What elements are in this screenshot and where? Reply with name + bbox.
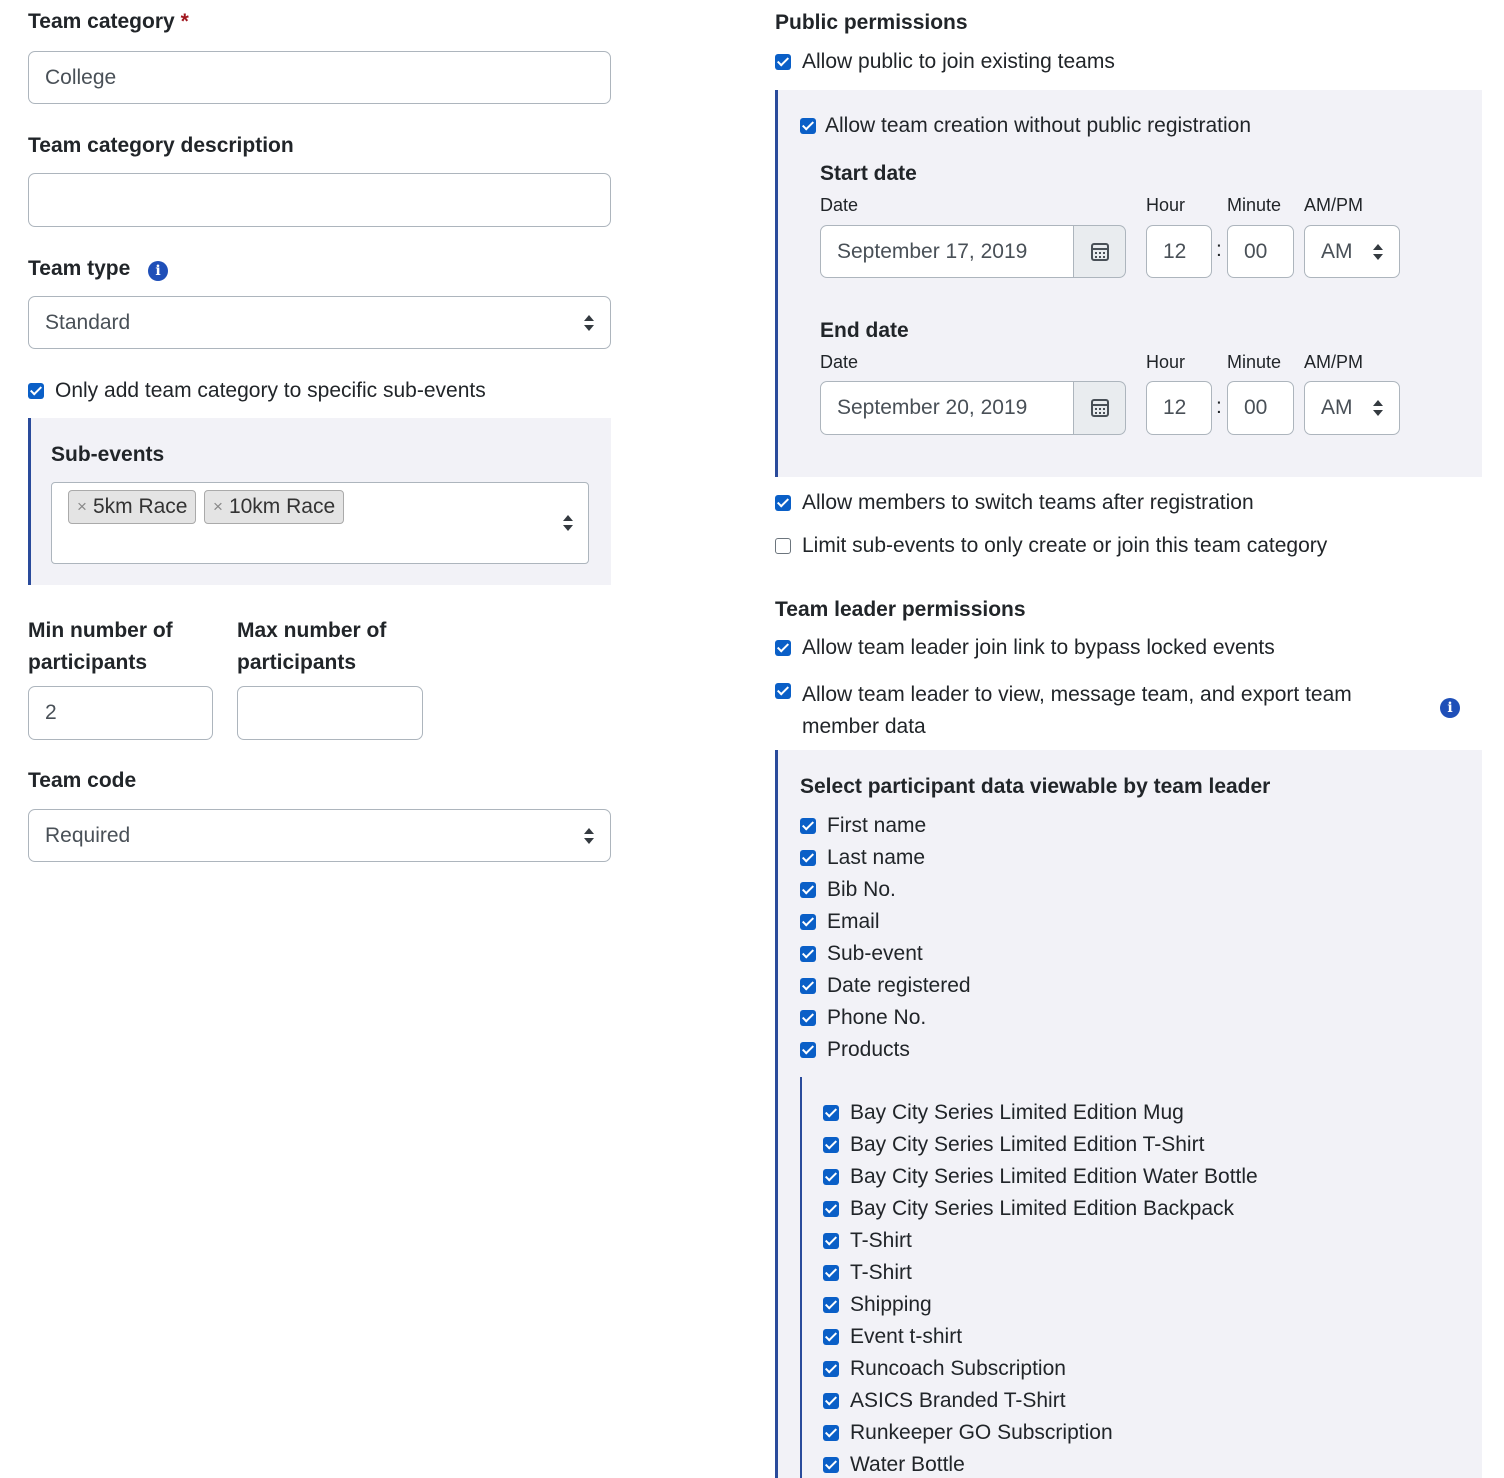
start-minute-input[interactable]: 00 [1227, 225, 1294, 278]
participant-field-checkbox[interactable] [800, 882, 816, 898]
join-existing-checkbox[interactable] [775, 54, 791, 70]
start-date-heading: Start date [820, 162, 917, 185]
select-arrows-icon [584, 828, 594, 844]
team-creation-panel [775, 90, 1482, 477]
participant-field-label: First name [827, 814, 927, 837]
product-checkbox[interactable] [823, 1425, 839, 1441]
sub-events-panel [28, 418, 611, 585]
product-label: Event t-shirt [850, 1325, 963, 1348]
participant-field-label: Phone No. [827, 1006, 927, 1029]
start-date-calendar-button[interactable] [1074, 225, 1126, 278]
select-arrows-icon [1373, 244, 1383, 260]
team-category-value: College [45, 65, 117, 89]
participant-field-checkbox[interactable] [800, 850, 816, 866]
participant-field-label: Bib No. [827, 878, 896, 901]
info-icon[interactable]: i [148, 261, 168, 281]
calendar-icon [1091, 399, 1109, 417]
bypass-locked-label: Allow team leader join link to bypass locked events [802, 636, 1275, 659]
product-checkbox[interactable] [823, 1201, 839, 1217]
join-existing-label: Allow public to join existing teams [802, 50, 1115, 73]
start-minute-label: Minute [1227, 195, 1282, 215]
end-minute-label: Minute [1227, 352, 1282, 372]
product-checkbox[interactable] [823, 1329, 839, 1345]
team-category-label: Team category * [28, 10, 189, 33]
participant-data-heading: Select participant data viewable by team leader [800, 775, 1271, 798]
end-ampm-label: AM/PM [1304, 352, 1364, 372]
product-label: Bay City Series Limited Edition Water Bottle [850, 1165, 1258, 1188]
switch-teams-checkbox[interactable] [775, 495, 791, 511]
only-sub-events-checkbox[interactable] [28, 383, 44, 399]
limit-sub-events-label: Limit sub-events to only create or join this team category [802, 534, 1328, 557]
participant-field-checkbox[interactable] [800, 1010, 816, 1026]
team-category-description-label: Team category description [28, 134, 294, 157]
only-sub-events-label: Only add team category to specific sub-events [55, 379, 486, 402]
participant-field-label: Email [827, 910, 880, 933]
time-separator: : [1216, 395, 1222, 418]
product-checkbox[interactable] [823, 1393, 839, 1409]
product-label: T-Shirt [850, 1261, 912, 1284]
participant-field-label: Date registered [827, 974, 971, 997]
limit-sub-events-checkbox[interactable] [775, 538, 791, 554]
team-category-input[interactable] [28, 51, 611, 104]
start-ampm-select[interactable]: AM [1304, 225, 1400, 278]
view-message-export-checkbox[interactable] [775, 683, 791, 699]
end-date-calendar-button[interactable] [1074, 381, 1126, 435]
end-date-input[interactable]: September 20, 2019 [820, 381, 1074, 435]
team-leader-permissions-heading: Team leader permissions [775, 598, 1026, 621]
sub-event-tag[interactable]: × 5km Race [68, 490, 196, 524]
public-permissions-heading: Public permissions [775, 11, 968, 34]
start-date-input[interactable]: September 17, 2019 [820, 225, 1074, 278]
product-label: Runcoach Subscription [850, 1357, 1066, 1380]
max-participants-input[interactable] [237, 686, 423, 740]
product-label: Shipping [850, 1293, 932, 1316]
switch-teams-label: Allow members to switch teams after registration [802, 491, 1254, 514]
sub-events-label: Sub-events [51, 443, 165, 466]
remove-tag-icon[interactable]: × [213, 497, 223, 516]
participant-data-panel [775, 750, 1482, 1478]
participant-field-checkbox[interactable] [800, 818, 816, 834]
product-label: Runkeeper GO Subscription [850, 1421, 1113, 1444]
team-code-value: Required [45, 823, 131, 847]
max-participants-label: Max number of participants [237, 619, 387, 674]
product-label: Bay City Series Limited Edition Backpack [850, 1197, 1234, 1220]
product-label: Water Bottle [850, 1453, 965, 1476]
product-checkbox[interactable] [823, 1297, 839, 1313]
participant-field-checkbox[interactable] [800, 946, 816, 962]
end-hour-input[interactable]: 12 [1146, 381, 1212, 435]
team-code-select[interactable] [28, 809, 611, 862]
product-label: Bay City Series Limited Edition Mug [850, 1101, 1184, 1124]
product-checkbox[interactable] [823, 1265, 839, 1281]
product-checkbox[interactable] [823, 1457, 839, 1473]
product-label: T-Shirt [850, 1229, 912, 1252]
time-separator: : [1216, 238, 1222, 261]
end-date-label: Date [820, 352, 859, 372]
end-ampm-select[interactable]: AM [1304, 381, 1400, 435]
product-checkbox[interactable] [823, 1361, 839, 1377]
end-hour-label: Hour [1146, 352, 1186, 372]
product-checkbox[interactable] [823, 1137, 839, 1153]
start-date-label: Date [820, 195, 859, 215]
info-icon[interactable]: i [1440, 698, 1460, 718]
required-mark: * [180, 10, 189, 33]
participant-field-checkbox[interactable] [800, 978, 816, 994]
bypass-locked-checkbox[interactable] [775, 640, 791, 656]
participant-field-label: Last name [827, 846, 926, 869]
sub-event-tag[interactable]: × 10km Race [204, 490, 344, 524]
product-checkbox[interactable] [823, 1169, 839, 1185]
select-arrows-icon [584, 315, 594, 331]
creation-without-registration-checkbox[interactable] [800, 118, 816, 134]
team-category-description-input[interactable] [28, 173, 611, 227]
team-code-label: Team code [28, 769, 137, 792]
end-minute-input[interactable]: 00 [1227, 381, 1294, 435]
start-hour-label: Hour [1146, 195, 1186, 215]
creation-without-registration-label: Allow team creation without public registration [825, 114, 1252, 137]
calendar-icon [1091, 243, 1109, 261]
view-message-export-label: Allow team leader to view, message team, and export team member data [802, 683, 1352, 738]
product-checkbox[interactable] [823, 1233, 839, 1249]
product-label: Bay City Series Limited Edition T-Shirt [850, 1133, 1205, 1156]
participant-field-label: Sub-event [827, 942, 923, 965]
end-date-heading: End date [820, 319, 909, 342]
participant-field-checkbox[interactable] [800, 1042, 816, 1058]
participant-field-checkbox[interactable] [800, 914, 816, 930]
select-arrows-icon [1373, 400, 1383, 416]
products-divider [800, 1077, 802, 1478]
min-participants-label: Min number of participants [28, 619, 173, 674]
remove-tag-icon[interactable]: × [77, 497, 87, 516]
team-type-select[interactable] [28, 296, 611, 349]
product-label: ASICS Branded T-Shirt [850, 1389, 1066, 1412]
start-hour-input[interactable]: 12 [1146, 225, 1212, 278]
min-participants-input[interactable]: 2 [28, 686, 213, 740]
team-type-value: Standard [45, 310, 131, 334]
start-ampm-label: AM/PM [1304, 195, 1364, 215]
team-type-label: Team type [28, 257, 131, 280]
participant-field-label: Products [827, 1038, 910, 1061]
select-arrows-icon [563, 515, 573, 531]
product-checkbox[interactable] [823, 1105, 839, 1121]
sub-events-multiselect[interactable] [51, 482, 589, 564]
